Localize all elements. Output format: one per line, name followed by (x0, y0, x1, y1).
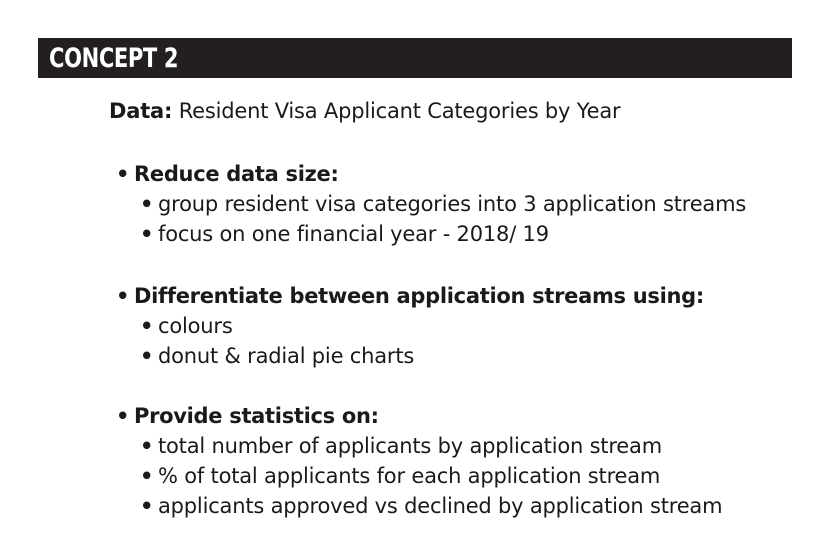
list-item-text: colours (158, 314, 233, 338)
data-source-line (109, 99, 620, 123)
bullet-icon: • (140, 192, 154, 216)
list-item-text: donut & radial pie charts (158, 344, 415, 368)
bullet-icon: • (116, 404, 130, 428)
bullet-icon: • (140, 222, 154, 246)
bullet-icon: • (140, 344, 154, 368)
list-item-text: focus on one financial year - 2018/ 19 (158, 222, 549, 246)
data-label: Data: (109, 99, 173, 123)
bullet-icon: • (116, 284, 130, 308)
list-item (140, 491, 722, 521)
data-description: Resident Visa Applicant Categories by Year (172, 99, 621, 123)
list-item (140, 311, 704, 341)
list-item-text: group resident visa categories into 3 application streams (158, 192, 747, 216)
title-bar (38, 38, 792, 78)
bullet-icon: • (140, 314, 154, 338)
bullet-list (116, 431, 722, 521)
list-item-text: % of total applicants for each application stream (158, 464, 661, 488)
bullet-icon: • (140, 464, 154, 488)
list-item-text: total number of applicants by application stream (158, 434, 662, 458)
section-heading-text: Differentiate between application streams using: (134, 284, 704, 308)
section-heading (116, 159, 746, 189)
section-reduce-data-size (116, 159, 746, 249)
bullet-icon: • (140, 494, 154, 518)
slide-title: CONCEPT 2 (49, 42, 179, 74)
bullet-icon: • (116, 162, 130, 186)
list-item (140, 189, 746, 219)
section-heading (116, 281, 704, 311)
list-item (140, 431, 722, 461)
list-item (140, 219, 746, 249)
list-item (140, 341, 704, 371)
section-heading-text: Provide statistics on: (134, 404, 379, 428)
section-heading (116, 401, 722, 431)
bullet-list (116, 311, 704, 371)
section-provide-statistics (116, 401, 722, 521)
bullet-list (116, 189, 746, 249)
section-heading-text: Reduce data size: (134, 162, 339, 186)
list-item-text: applicants approved vs declined by application stream (158, 494, 723, 518)
list-item (140, 461, 722, 491)
section-differentiate-streams (116, 281, 704, 371)
bullet-icon: • (140, 434, 154, 458)
